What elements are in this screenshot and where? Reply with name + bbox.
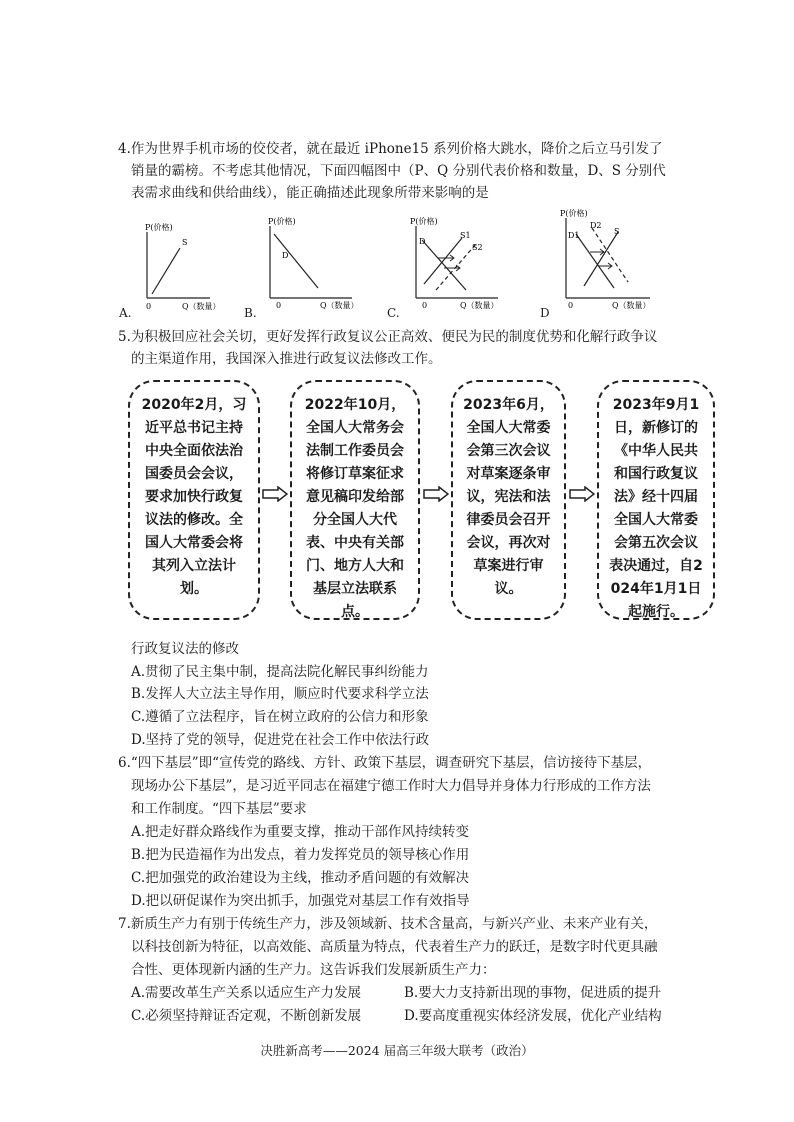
flow-box-2023-sept: 2023年9月1日，新修订的《中华人民共和国行政复议法》经十四届全国人大常委会第五次会议表决通过，自2024年1月1日起施行。 xyxy=(597,380,715,620)
flow-box-2023-june: 2023年6月，全国人大常委会第三次会议对草案逐条审议，宪法和法律委员会召开会议，再次对草案进行审议。 xyxy=(451,380,566,620)
graph-d xyxy=(560,206,670,318)
q5-line-1: 5.为积极回应社会关切，更好发挥行政复议公正高效、便民为民的制度优势和化解行政争议 xyxy=(118,329,658,345)
svg-text:D: D xyxy=(282,251,289,260)
q5-option-d: D.坚持了党的领导，促进党在社会工作中依法行政 xyxy=(131,732,430,748)
graph-c-s1-curve xyxy=(424,238,462,284)
q6-option-a: A.把走好群众路线作为重要支撑，推动干部作风持续转变 xyxy=(131,824,470,840)
svg-text:0: 0 xyxy=(276,301,282,310)
flow-arrow-1-icon xyxy=(262,486,288,502)
graph-b-svg xyxy=(262,212,382,316)
graph-c xyxy=(408,212,518,320)
svg-text:0: 0 xyxy=(146,302,152,311)
graph-c-letter: C. xyxy=(387,306,400,320)
svg-text:Q（数量）: Q（数量） xyxy=(612,301,651,310)
graph-b-letter: B. xyxy=(244,306,257,320)
graph-c-s2-curve xyxy=(436,244,476,290)
graph-c-demand-curve xyxy=(422,240,466,290)
q5-option-a: A.贯彻了民主集中制，提高法院化解民事纠纷能力 xyxy=(131,664,429,680)
graph-d-svg xyxy=(560,206,670,314)
q4-line-1: 4.作为世界手机市场的佼佼者，就在最近 iPhone15 系列价格大跳水，降价之后立马引发了 xyxy=(118,141,663,157)
graph-c-svg xyxy=(408,212,518,316)
q7-line-1: 7.新质生产力有别于传统生产力，涉及领域新、技术含量高，与新兴产业、未来产业有关， xyxy=(118,916,658,932)
svg-text:P(价格): P(价格) xyxy=(560,209,588,218)
q7-line-2: 以科技创新为特征，以高效能、高质量为特点，代表着生产力的跃迁，是数字时代更具融 xyxy=(131,939,658,955)
svg-text:Q（数量）: Q（数量） xyxy=(182,302,221,311)
flow-box-2020: 2020年2月，习近平总书记主持中央全面依法治国委员会会议，要求加快行政复议法的修改。全国人大常委会将其列入立法计划。 xyxy=(128,380,260,620)
svg-text:S1: S1 xyxy=(460,231,471,240)
graph-a-p-label: P(价格) xyxy=(145,223,173,232)
graph-b xyxy=(262,212,382,320)
svg-text:0: 0 xyxy=(422,301,428,310)
graph-a-supply-curve xyxy=(152,248,180,294)
svg-text:S: S xyxy=(614,227,620,236)
svg-text:0: 0 xyxy=(568,301,574,310)
graph-a-s-label: S xyxy=(182,238,188,247)
page-footer: 决胜新高考——2024 届高三年级大联考（政治） xyxy=(260,1043,534,1058)
q7-line-3: 合性、更体现新内涵的生产力。这告诉我们发展新质生产力： xyxy=(131,962,496,978)
flow-arrow-2-icon xyxy=(423,486,449,502)
flow-arrow-3-icon xyxy=(569,486,595,502)
graph-a xyxy=(118,218,228,322)
q4-line-3: 表需求曲线和供给曲线），能正确描述此现象所带来影响的是 xyxy=(131,185,489,201)
svg-text:P(价格): P(价格) xyxy=(410,217,438,226)
graph-d-letter: D xyxy=(540,306,550,320)
svg-text:D: D xyxy=(419,237,426,246)
q6-line-1: 6.“四下基层”即“宣传党的路线、方针、政策下基层，调查研究下基层，信访接待下基层， xyxy=(118,755,652,771)
q5-option-b: B.发挥人大立法主导作用，顺应时代要求科学立法 xyxy=(131,686,429,702)
svg-text:P(价格): P(价格) xyxy=(268,217,296,226)
q5-option-c: C.遵循了立法程序，旨在树立政府的公信力和形象 xyxy=(131,709,429,725)
q5-stem: 行政复议法的修改 xyxy=(131,641,239,657)
q6-line-2: 现场办公下基层”，是习近平同志在福建宁德工作时大力倡导并身体力行形成的工作方法 xyxy=(131,778,651,794)
graph-b-demand-curve xyxy=(274,234,318,288)
flow-box-2022: 2022年10月，全国人大常务会法制工作委员会将修订草案征求意见稿印发给部分全国人大代表、中央有关部门、地方人大和基层立法联系点。 xyxy=(290,380,420,620)
q6-line-3: 和工作制度。“四下基层”要求 xyxy=(131,801,307,817)
svg-text:Q（数量）: Q（数量） xyxy=(460,301,499,310)
q7-option-b: B.要大力支持新出现的事物，促进质的提升 xyxy=(404,985,662,1001)
q5-line-2: 的主渠道作用，我国深入推进行政复议法修改工作。 xyxy=(131,351,442,367)
graph-d-d1-curve xyxy=(576,234,614,288)
graph-a-letter: A. xyxy=(119,306,132,320)
q7-option-a: A.需要改革生产关系以适应生产力发展 xyxy=(131,985,362,1001)
graph-a-svg xyxy=(118,218,228,318)
q6-option-d: D.把以研促谋作为突出抓手，加强党对基层工作有效指导 xyxy=(131,893,470,909)
svg-text:D2: D2 xyxy=(590,221,602,230)
q6-option-c: C.把加强党的政治建设为主线，推动矛盾问题的有效解决 xyxy=(131,870,470,886)
graph-d-d2-curve xyxy=(592,228,628,282)
svg-text:S2: S2 xyxy=(472,243,483,252)
svg-text:D1: D1 xyxy=(568,231,580,240)
q7-option-c: C.必须坚持辩证否定观，不断创新发展 xyxy=(131,1008,362,1024)
q7-option-d: D.要高度重视实体经济发展，优化产业结构 xyxy=(404,1008,662,1024)
q6-option-b: B.把为民造福作为出发点，着力发挥党员的领导核心作用 xyxy=(131,847,470,863)
q4-line-2: 销量的霸榜。不考虑其他情况，下面四幅图中（P、Q 分别代表价格和数量，D、S 分别代 xyxy=(131,163,666,179)
svg-text:Q（数量）: Q（数量） xyxy=(320,301,359,310)
